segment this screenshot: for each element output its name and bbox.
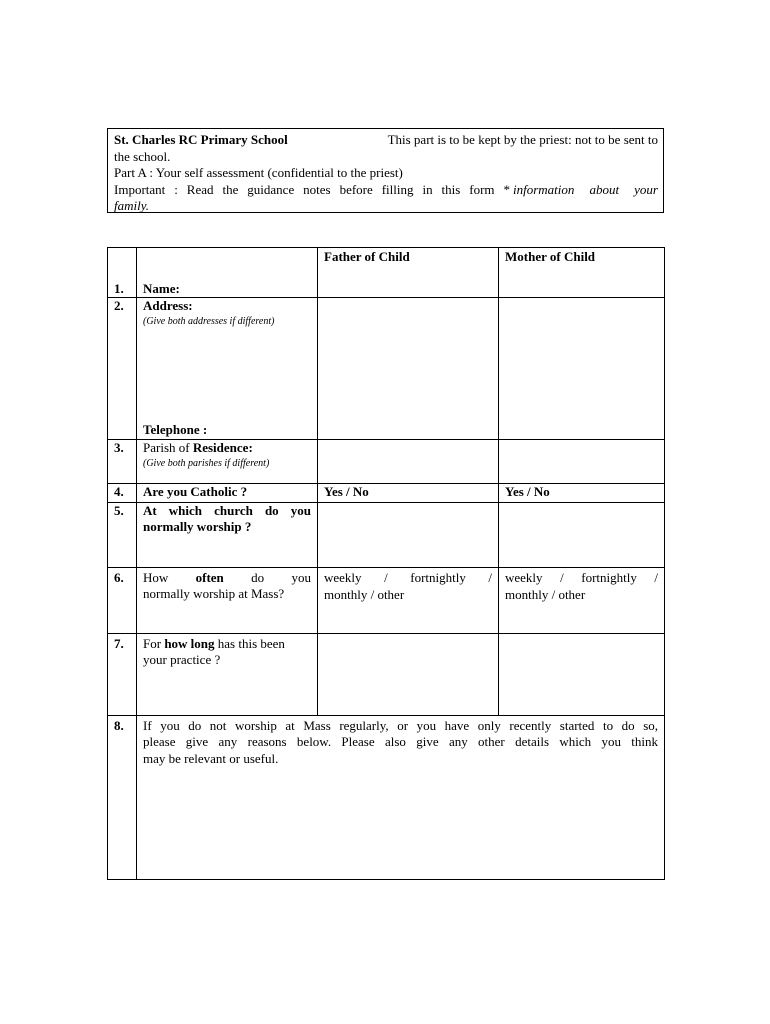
parish-label-text: Parish of xyxy=(143,440,190,455)
telephone-label: Telephone : xyxy=(143,421,208,437)
label-cell xyxy=(137,248,318,298)
important-note-end xyxy=(114,198,658,215)
often-label xyxy=(137,568,317,587)
mother-duration-field[interactable] xyxy=(499,633,665,715)
option-separator: / xyxy=(384,569,388,585)
num-cell xyxy=(108,484,137,503)
father-frequency-options xyxy=(318,568,498,588)
parent-details-table xyxy=(107,247,665,880)
table-row xyxy=(108,633,665,715)
option-fortnightly: fortnightly xyxy=(581,569,637,585)
option-separator: / xyxy=(560,569,564,585)
option-fortnightly: fortnightly xyxy=(410,569,466,585)
reasons-text-3: may be relevant or useful. xyxy=(143,750,279,766)
address-label: Address: xyxy=(143,298,193,313)
table-row xyxy=(108,502,665,567)
father-duration-field[interactable] xyxy=(318,633,499,715)
father-frequency-options-cont: monthly / other xyxy=(324,587,405,602)
mother-catholic-options: Yes / No xyxy=(505,484,550,499)
often-word-how: How xyxy=(143,569,169,585)
option-weekly: weekly xyxy=(505,569,543,585)
reasons-text-1: If you do not worship at Mass regularly, or you have only recently started to do so, xyxy=(143,717,658,733)
num-cell xyxy=(108,567,137,633)
priest-note: This part is to be kept by the priest: not to be sent to xyxy=(387,132,658,147)
label-cell xyxy=(137,633,318,715)
long-label-text: For xyxy=(143,635,162,651)
option-separator: / xyxy=(488,569,492,585)
num-cell xyxy=(108,298,137,440)
long-label xyxy=(137,634,317,653)
church-label: At which church do you xyxy=(143,502,311,518)
mother-header: Mother of Child xyxy=(499,248,665,298)
important-note-italic: information about your xyxy=(513,181,658,197)
parish-label xyxy=(137,440,317,457)
often-word-you: you xyxy=(291,569,311,585)
row-number: 4. xyxy=(114,484,124,499)
table-row xyxy=(108,484,665,503)
reasons-field[interactable] xyxy=(137,715,665,879)
mother-catholic-field[interactable] xyxy=(499,484,665,503)
option-separator: / xyxy=(654,569,658,585)
parish-note: (Give both parishes if different) xyxy=(143,457,270,469)
label-cell xyxy=(137,484,318,503)
header-box xyxy=(107,128,664,213)
father-header: Father of Child xyxy=(318,248,499,298)
often-word-often: often xyxy=(195,569,224,585)
residence-label: Residence: xyxy=(192,440,253,455)
priest-note-cont: the school. xyxy=(114,148,171,164)
father-frequency-field[interactable] xyxy=(318,567,499,633)
long-label-end: your practice ? xyxy=(143,652,221,667)
name-label: Name: xyxy=(143,281,180,296)
long-label-bold: how long xyxy=(164,635,215,651)
table-row xyxy=(108,440,665,484)
row-number: 5. xyxy=(114,502,124,518)
row-number: 6. xyxy=(114,569,124,585)
mother-frequency-field[interactable] xyxy=(499,567,665,633)
label-cell xyxy=(137,567,318,633)
important-line xyxy=(114,182,658,199)
option-weekly: weekly xyxy=(324,569,362,585)
church-label-cont: normally worship ? xyxy=(143,519,252,534)
row-number: 8. xyxy=(114,717,124,733)
num-cell xyxy=(108,502,137,567)
mother-address-field[interactable] xyxy=(499,298,665,440)
num-cell xyxy=(108,715,137,879)
table-row xyxy=(108,715,665,879)
num-cell xyxy=(108,440,137,484)
row-number: 1. xyxy=(114,281,124,296)
label-cell xyxy=(137,440,318,484)
long-label-text-cont: has this been xyxy=(217,635,285,651)
mother-frequency-options-cont: monthly / other xyxy=(505,587,586,602)
header-line-1 xyxy=(114,132,658,149)
important-note: Important : Read the guidance notes before filling in this form * xyxy=(114,181,510,197)
num-cell xyxy=(108,248,137,298)
often-word-do: do xyxy=(251,569,265,585)
label-cell xyxy=(137,298,318,440)
part-a-note: Part A : Your self assessment (confidential to the priest) xyxy=(114,165,403,180)
father-church-field[interactable] xyxy=(318,502,499,567)
row-number: 2. xyxy=(114,298,124,313)
address-note: (Give both addresses if different) xyxy=(143,315,275,327)
important-note-family: family. xyxy=(114,198,150,213)
catholic-label: Are you Catholic ? xyxy=(143,484,248,499)
school-name: St. Charles RC Primary School xyxy=(114,132,288,147)
table-row xyxy=(108,248,665,298)
mother-frequency-options xyxy=(499,568,664,588)
mother-parish-field[interactable] xyxy=(499,440,665,484)
father-catholic-options: Yes / No xyxy=(324,484,369,499)
row-number: 7. xyxy=(114,635,124,651)
often-label-cont: normally worship at Mass? xyxy=(143,586,285,601)
table-row xyxy=(108,298,665,440)
father-catholic-field[interactable] xyxy=(318,484,499,503)
reasons-text-2: please give any reasons below. Please also give any other details which you think xyxy=(143,734,658,749)
row-number: 3. xyxy=(114,440,124,455)
num-cell xyxy=(108,633,137,715)
label-cell xyxy=(137,502,318,567)
table-row xyxy=(108,567,665,633)
father-address-field[interactable] xyxy=(318,298,499,440)
mother-church-field[interactable] xyxy=(499,502,665,567)
father-parish-field[interactable] xyxy=(318,440,499,484)
